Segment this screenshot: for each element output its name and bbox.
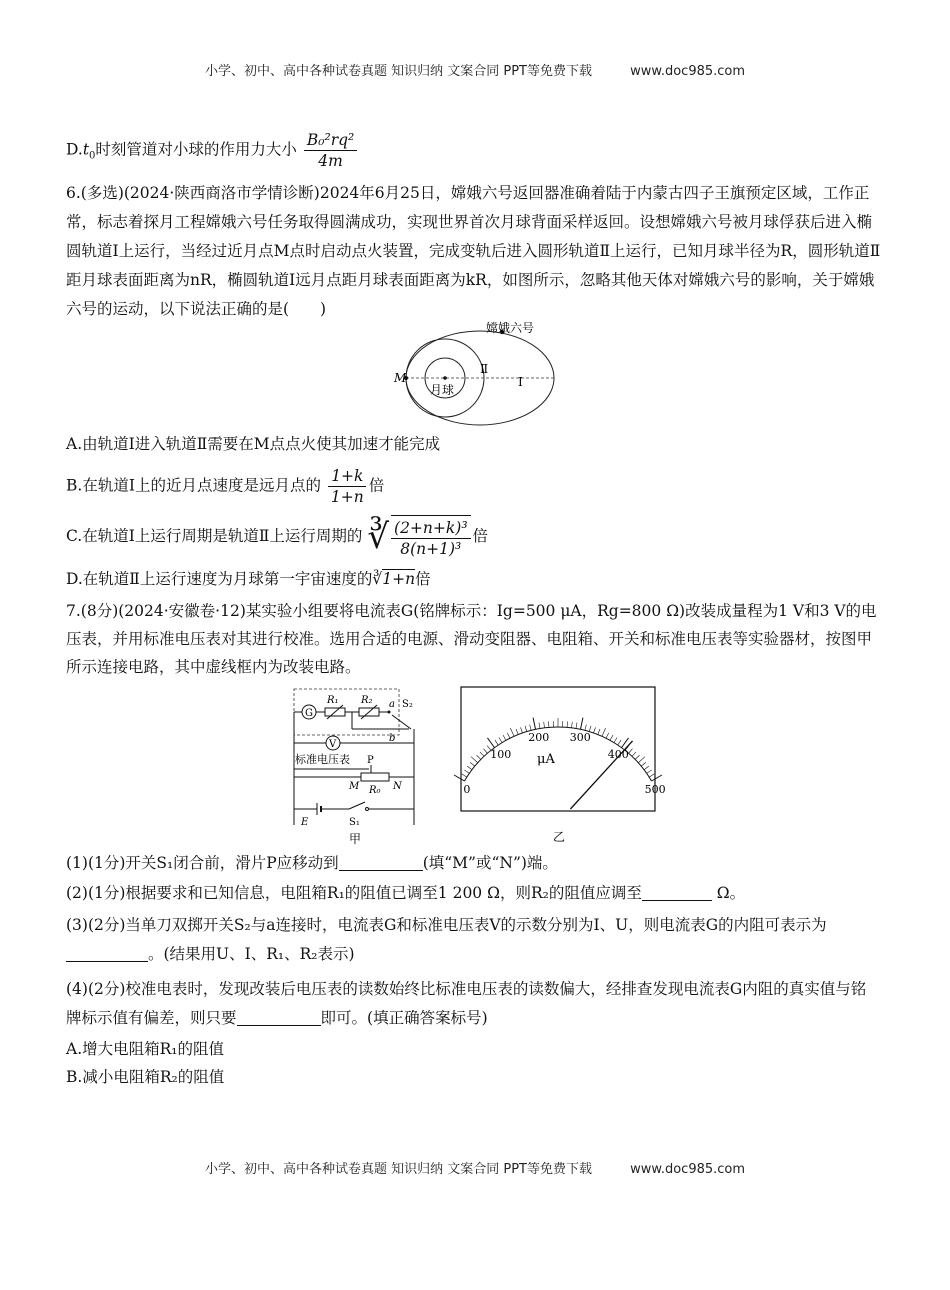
q7p3-pre: (3)(2分)当单刀双掷开关S₂与a连接时，电流表G和标准电压表V的示数分别为I、U，则电流表G的内阻可表示为: [66, 916, 827, 934]
q6b-num: 1+k: [328, 466, 366, 487]
meter-tick: [613, 737, 616, 742]
q5d-fraction: [304, 130, 357, 171]
q7p3-post: 。(结果用U、I、R₁、R₂表示): [148, 945, 355, 963]
label-S2: S₂: [401, 699, 413, 710]
q6c-den: 8(n+1)³: [400, 540, 462, 558]
q7-stem: 7.(8分)(2024·安徽卷·12)某实验小组要将电流表G(铭牌标示：Ig=500 μA，Rg=800 Ω)改装成量程为1 V和3 V的电压表，并用标准电压表对其进行校准。选用合适的电源、滑动变阻器、电阻箱、开关和标准电压表等实验器材，按图甲所示连接电路，其中虚线框内为改装电路。: [66, 602, 877, 676]
meter-tick: [638, 757, 645, 763]
q5d-text: 时刻管道对小球的作用力大小: [95, 140, 297, 159]
meter-tick-label: 500: [644, 783, 666, 796]
q5d-frac-den: 4m: [318, 152, 343, 170]
meter-tick-label: 400: [607, 748, 629, 762]
orbit-figure: [393, 321, 554, 428]
q6b-den: 1+n: [330, 488, 364, 506]
q6b-post: 倍: [368, 476, 385, 495]
meter-dial-figure: [459, 685, 666, 845]
label-M-circuit: M: [348, 781, 359, 792]
label-P: P: [366, 755, 374, 766]
page-header: [0, 60, 950, 79]
q7-part-1: [66, 851, 881, 875]
q6c-post: 倍: [472, 527, 489, 545]
std-voltmeter-label: 标准电压表: [294, 753, 350, 766]
q6c-root-sign: ∛: [367, 517, 390, 557]
q6-option-b: [66, 466, 881, 507]
meter-tick: [454, 775, 464, 781]
meter-tick: [529, 725, 530, 731]
page-footer: [0, 1158, 950, 1177]
r2-arrow: [361, 705, 377, 719]
meter-tick: [533, 718, 535, 730]
header-site: www.doc985.com: [630, 64, 746, 79]
meter-tick: [571, 722, 572, 728]
meter-tick: [649, 774, 654, 777]
q6-option-d: [66, 567, 881, 591]
caption-jia: 甲: [348, 832, 361, 846]
meter-tick: [510, 728, 514, 736]
q6c-radical: [367, 515, 472, 559]
meter-tick: [651, 775, 661, 781]
meter-tick: [461, 774, 466, 777]
label-II: Ⅱ: [479, 362, 488, 376]
label-a: a: [388, 699, 395, 710]
footer-site: www.doc985.com: [630, 1162, 746, 1177]
footer-text: 小学、初中、高中各种试卷真题 知识归纳 文案合同 PPT等免费下载: [204, 1162, 592, 1177]
meter-needle: [570, 741, 632, 809]
q7p3-blank[interactable]: [66, 945, 148, 962]
galvanometer-label: G: [304, 708, 313, 719]
meter-tick: [646, 770, 651, 773]
meter-tick: [470, 762, 475, 766]
meter-tick: [471, 757, 478, 763]
q5d-label: D.: [66, 140, 83, 159]
s1-contact: [365, 808, 368, 811]
meter-tick: [641, 762, 646, 766]
meter-tick: [631, 752, 635, 756]
node-a: [387, 711, 390, 714]
q7-option-b: B.减小电阻箱R₂的阻值: [66, 1068, 225, 1086]
meter-tick: [628, 749, 632, 754]
q7p4-post: 即可。(填正确答案标号): [320, 1009, 488, 1027]
q6-stem: 6.(多选)(2024·陕西商洛市学情诊断)2024年6月25日，嫦娥六号返回器准确着陆于内蒙古四子王旗预定区域，工作正常，标志着探月工程嫦娥六号任务取得圆满成功，实现世界首次月球背面采样返回。设想嫦娥六号被月球俘获后进入椭圆轨道Ⅰ上运行，当经过近月点M点时启动点火装置，完成变轨后进入圆形轨道Ⅱ上运行，已知月球半径为R，圆形轨道Ⅱ距月球表面距离为nR，椭圆轨道Ⅰ远月点距月球表面距离为kR，如图所示，忽略其他天体对嫦娥六号的影响，关于嫦娥六号的运动，以下说法正确的是( ): [66, 184, 881, 318]
q6c-num: (2+n+k)³: [391, 518, 471, 539]
r0-rheostat: [361, 773, 389, 781]
q7p4-pre: (4)(2分)校准电表时，发现改装后电压表的读数始终比标准电压表的读数偏大，经排查发现电流表G内阻的真实值与铭牌标示值有偏差，则只要: [66, 980, 867, 1027]
meter-tick: [520, 727, 522, 733]
meter-tick: [576, 723, 577, 729]
q7p4-blank[interactable]: [237, 1009, 321, 1026]
q6b-fraction: [328, 466, 367, 507]
meter-tick: [606, 733, 609, 738]
q6-option-c: [66, 515, 881, 559]
meter-tick-label: 200: [527, 731, 549, 745]
label-craft: 嫦娥六号: [485, 321, 534, 335]
meter-tick: [617, 740, 620, 745]
meter-tick: [601, 728, 605, 736]
q7-part-2: [66, 881, 881, 905]
label-R0: R₀: [368, 785, 381, 796]
q5d-t-sub: 0: [89, 150, 96, 162]
q6d-pre: D.在轨道Ⅱ上运行速度为月球第一宇宙速度的: [66, 570, 373, 588]
label-moon: 月球: [429, 383, 454, 397]
page-content: [66, 130, 881, 1089]
label-S1: S₁: [348, 817, 360, 828]
r1-label: R₁: [326, 695, 339, 706]
meter-tick: [548, 721, 549, 727]
meter-tick: [538, 723, 539, 729]
meter-tick: [479, 752, 483, 756]
meter-tick: [584, 725, 585, 731]
meter-unit: μA: [536, 752, 555, 767]
q6b-pre: B.在轨道Ⅰ上的近月点速度是远月点的: [66, 476, 321, 495]
s2-switch-blade: [392, 715, 411, 729]
meter-tick: [487, 738, 494, 748]
meter-tick: [483, 749, 487, 754]
q6c-pre: C.在轨道Ⅰ上运行周期是轨道Ⅱ上运行周期的: [66, 527, 363, 545]
q7p2-pre: (2)(1分)根据要求和已知信息，电阻箱R₁的阻值已调至1 200 Ω，则R₂的阻值应调至: [66, 884, 642, 902]
q5d-t: t: [82, 140, 90, 159]
meter-tick: [580, 718, 582, 730]
meter-tick: [567, 721, 568, 727]
q7p2-blank[interactable]: [642, 884, 712, 901]
q7-part-4: [66, 975, 881, 1033]
q7-option-a: A.增大电阻箱R₁的阻值: [66, 1040, 225, 1058]
header-text: 小学、初中、高中各种试卷真题 知识归纳 文案合同 PPT等免费下载: [204, 64, 592, 79]
meter-tick: [507, 733, 510, 738]
circuit-diagram: [289, 685, 429, 845]
voltmeter-label: V: [328, 739, 336, 750]
q7p1-post: (填“M”或“N”)端。: [422, 854, 558, 872]
q5d-frac-num: B₀²rq²: [304, 130, 357, 151]
meter-tick: [610, 735, 613, 740]
meter-dial: [454, 718, 666, 809]
label-I: Ⅰ: [517, 375, 523, 389]
meter-tick: [593, 727, 595, 733]
q7p1-blank[interactable]: [339, 854, 423, 871]
q6c-fraction: [391, 515, 471, 559]
meter-tick: [543, 722, 544, 728]
meter-tick: [597, 729, 599, 735]
q6-option-a: A.由轨道Ⅰ进入轨道Ⅱ需要在M点点火使其加速才能完成: [66, 435, 441, 453]
label-N: N: [392, 781, 402, 792]
caption-yi: 乙: [552, 830, 565, 844]
q7-figures: [66, 685, 881, 845]
meter-tick: [498, 737, 501, 742]
meter-tick: [467, 766, 472, 770]
meter-tick: [644, 766, 649, 770]
meter-tick: [476, 755, 480, 759]
meter-tick: [516, 729, 518, 735]
q6d-root-sign: ∛: [372, 570, 383, 588]
r1-arrow: [327, 705, 343, 719]
r2-label: R₂: [360, 695, 373, 706]
label-E: E: [300, 817, 308, 828]
meter-tick: [635, 755, 639, 759]
q7p2-post: Ω。: [711, 884, 746, 902]
s1-switch-blade: [349, 802, 365, 809]
q6d-post: 倍: [415, 570, 431, 588]
meter-tick: [503, 735, 506, 740]
meter-tick: [494, 740, 497, 745]
meter-tick-label: 300: [569, 731, 591, 745]
q6d-radicand: 1+n: [382, 570, 416, 588]
moon-center-dot: [443, 376, 447, 380]
q7-part-3: [66, 911, 881, 969]
meter-tick: [525, 726, 527, 732]
label-M: M: [393, 371, 406, 385]
q7p1-pre: (1)(1分)开关S₁闭合前，滑片P应移动到: [66, 854, 339, 872]
meter-tick-label: 0: [462, 783, 470, 796]
label-b: b: [388, 733, 395, 744]
q5-option-d: [66, 130, 881, 171]
meter-tick: [464, 770, 469, 773]
meter-tick-label: 100: [489, 748, 511, 762]
